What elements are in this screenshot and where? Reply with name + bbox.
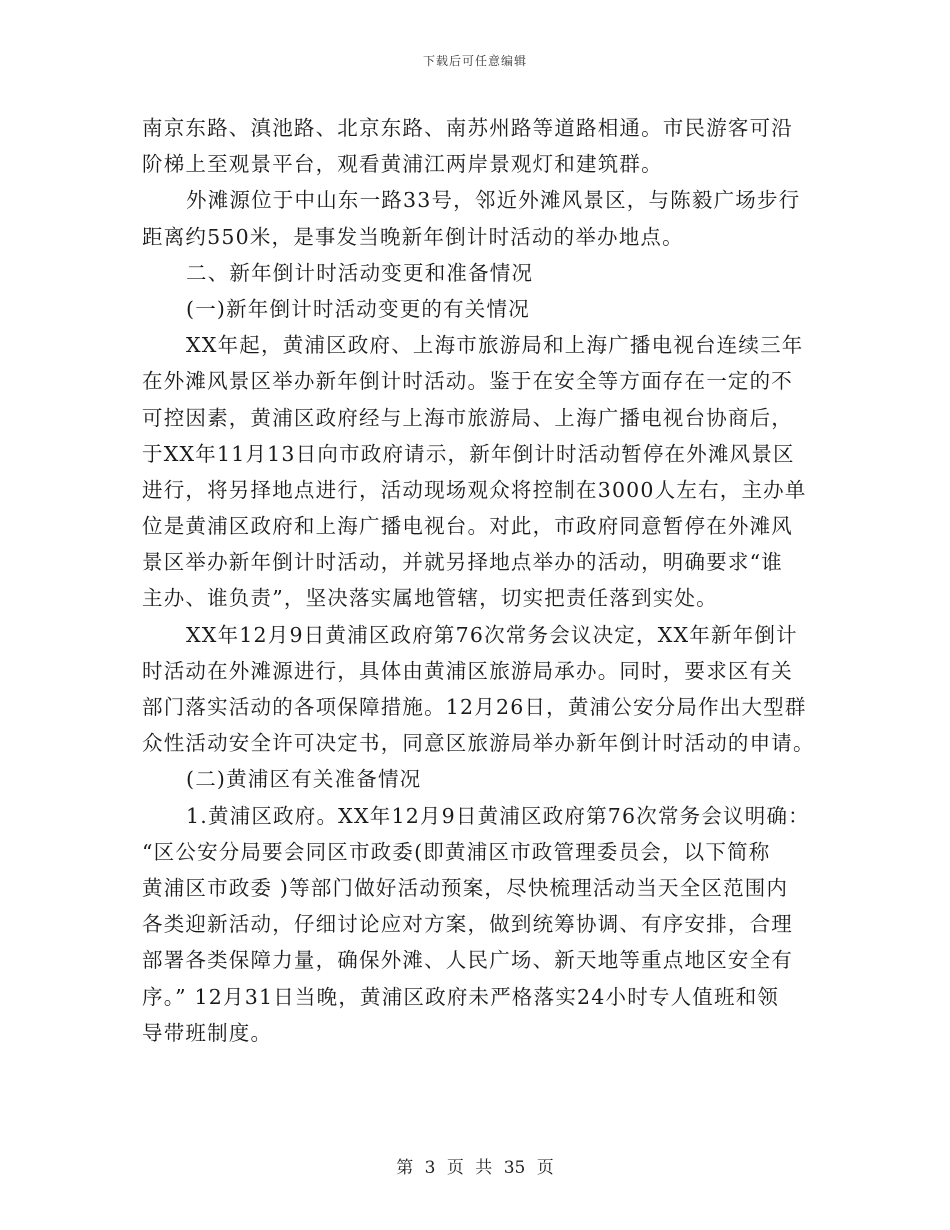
text-line: 可控因素，黄浦区政府经与上海市旅游局、上海广播电视台协商后， <box>142 405 793 430</box>
text-line: XX年起，黄浦区政府、上海市旅游局和上海广播电视台连续三年 <box>186 333 804 358</box>
text-line: 主办、谁负责”，坚决落实属地管辖，切实把责任落到实处。 <box>142 586 718 611</box>
text-line: 序。” 12月31日当晚，黄浦区政府未严格落实24小时专人值班和领 <box>142 984 780 1009</box>
text-line: 位是黄浦区政府和上海广播电视台。对此，市政府同意暂停在外滩风 <box>142 514 793 539</box>
text-line: 进行，将另择地点进行，活动现场观众将控制在3000人左右，主办单 <box>142 477 807 502</box>
text-line: 1.黄浦区政府。XX年12月9日黄浦区政府第76次常务会议明确： <box>186 803 810 828</box>
text-line: 于XX年11月13日向市政府请示，新年倒计时活动暂停在外滩风景区 <box>142 441 795 466</box>
text-line: 南京东路、滇池路、北京东路、南苏州路等道路相通。市民游客可沿 <box>142 116 793 140</box>
text-line: 二、新年倒计时活动变更和准备情况 <box>186 260 534 285</box>
text-line: 时活动在外滩源进行，具体由黄浦区旅游局承办。同时，要求区有关 <box>142 658 793 683</box>
text-line: 众性活动安全许可决定书，同意区旅游局举办新年倒计时活动的申请。 <box>142 731 815 756</box>
text-line: XX年12月9日黄浦区政府第76次常务会议决定，XX年新年倒计 <box>186 622 798 647</box>
text-line: 景区举办新年倒计时活动，并就另择地点举办的活动，明确要求“谁 <box>142 550 783 575</box>
text-line: 在外滩风景区举办新年倒计时活动。鉴于在安全等方面存在一定的不 <box>142 369 793 394</box>
text-line: (二)黄浦区有关准备情况 <box>186 767 422 792</box>
text-line: 各类迎新活动，仔细讨论应对方案，做到统筹协调、有序安排，合理 <box>142 912 793 937</box>
page-footer: 第 3 页 共 35 页 <box>396 1158 554 1178</box>
text-line: (一)新年倒计时活动变更的有关情况 <box>186 296 530 321</box>
text-line: 部署各类保障力量，确保外滩、人民广场、新天地等重点地区安全有 <box>142 948 793 973</box>
text-line: 距离约550米，是事发当晚新年倒计时活动的举办地点。 <box>142 224 684 249</box>
text-line: 导带班制度。 <box>142 1020 273 1045</box>
page-header: 下载后可任意编辑 <box>422 54 527 68</box>
text-line: “区公安分局要会同区市政委(即黄浦区市政管理委员会，以下简称 <box>142 839 771 864</box>
text-line: 外滩源位于中山东一路33号，邻近外滩风景区，与陈毅广场步行 <box>186 188 801 213</box>
text-line: 黄浦区市政委 )等部门做好活动预案，尽快梳理活动当天全区范围内 <box>142 875 789 900</box>
text-line: 阶梯上至观景平台，观看黄浦江两岸景观灯和建筑群。 <box>142 152 663 177</box>
document-body <box>142 110 815 1051</box>
text-line: 部门落实活动的各项保障措施。12月26日，黄浦公安分局作出大型群 <box>142 695 807 719</box>
